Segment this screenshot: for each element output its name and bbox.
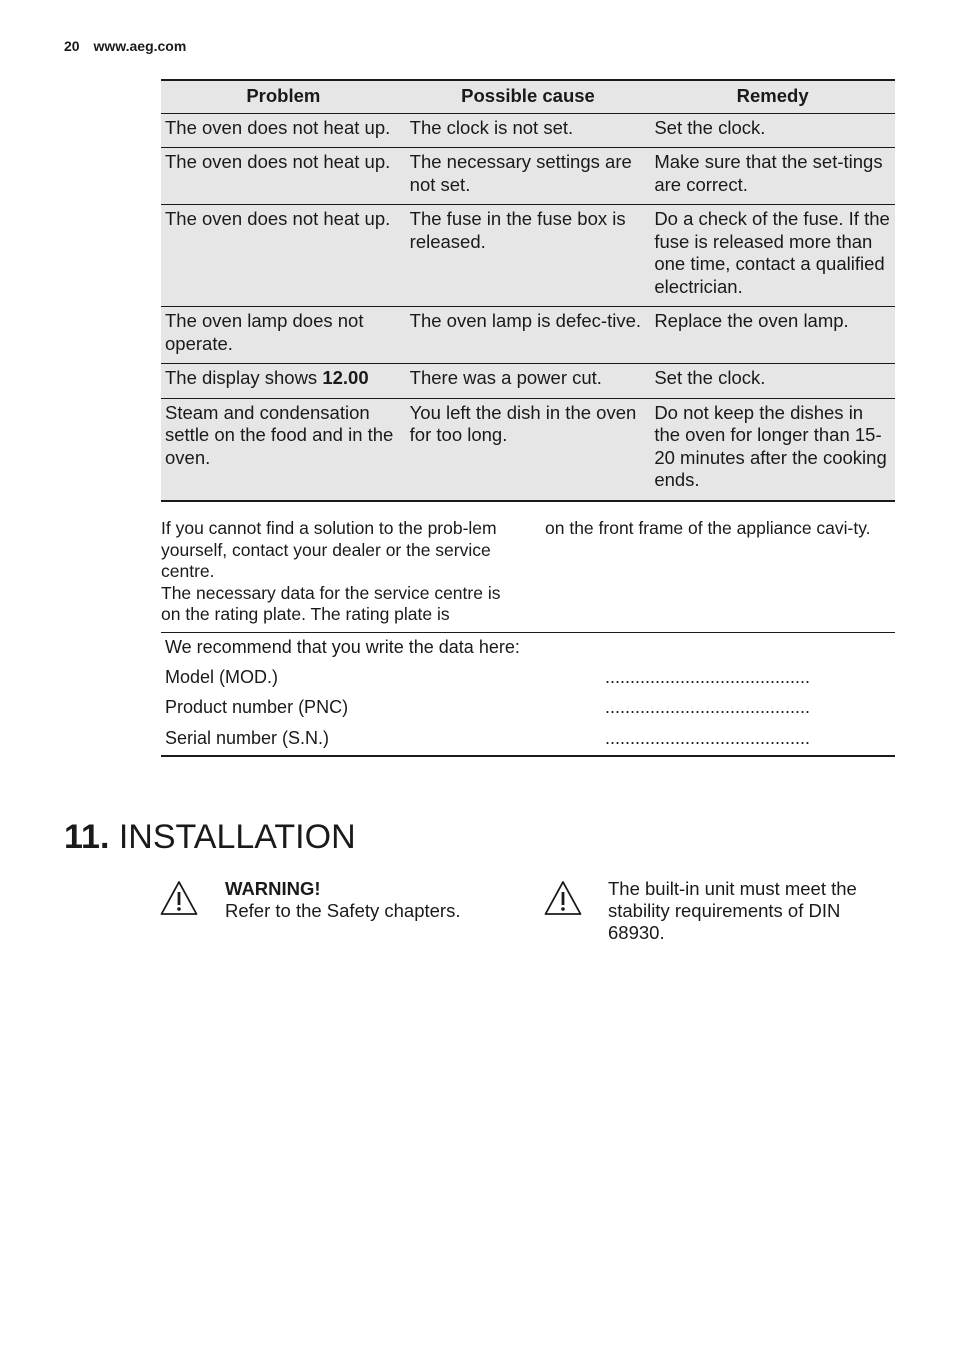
page-number: 20 — [64, 38, 80, 54]
service-note-paragraph: If you cannot find a solution to the prob-lem yourself, contact your dealer or the service centre. — [161, 518, 497, 581]
service-note-paragraph-2: The necessary data for the service centre is on the rating plate. The rating plate is — [161, 582, 501, 624]
table-row — [161, 113, 895, 148]
cause-cell: The clock is not set. — [406, 113, 651, 148]
problem-text: The display shows — [165, 367, 323, 388]
problem-cell: The oven does not heat up. — [161, 205, 406, 307]
column-header-cause: Possible cause — [406, 80, 651, 113]
record-row-pnc — [165, 697, 895, 718]
remedy-cell: Do not keep the dishes in the oven for longer than 15-20 minutes after the cooking ends. — [650, 398, 895, 501]
record-label: Model (MOD.) — [165, 667, 279, 687]
section-title: INSTALLATION — [118, 818, 356, 856]
service-note-left — [161, 518, 521, 626]
record-blank: ......................................... — [605, 728, 811, 748]
table-row — [161, 205, 895, 307]
record-blank: ......................................... — [605, 667, 811, 687]
problem-cell: Steam and condensation settle on the food and in the oven. — [161, 398, 406, 501]
warning-triangle-icon — [544, 880, 582, 916]
table-header-row — [161, 80, 895, 113]
warning-text: Refer to the Safety chapters. — [225, 900, 461, 921]
cause-cell: The fuse in the fuse box is released. — [406, 205, 651, 307]
page-header — [64, 38, 186, 54]
column-header-problem: Problem — [161, 80, 406, 113]
website-url: www.aeg.com — [93, 38, 187, 54]
column-header-remedy: Remedy — [650, 80, 895, 113]
remedy-cell: Make sure that the set-tings are correct. — [650, 148, 895, 205]
warning-title: WARNING! — [225, 878, 321, 899]
cause-cell: There was a power cut. — [406, 364, 651, 399]
cause-cell: The oven lamp is defec-tive. — [406, 307, 651, 364]
cause-cell: You left the dish in the oven for too long. — [406, 398, 651, 501]
problem-cell: The oven does not heat up. — [161, 113, 406, 148]
remedy-cell: Replace the oven lamp. — [650, 307, 895, 364]
service-note-right: on the front frame of the appliance cavi-ty. — [545, 518, 871, 538]
remedy-cell: Set the clock. — [650, 364, 895, 399]
table-row — [161, 148, 895, 205]
record-intro: We recommend that you write the data here: — [165, 637, 520, 657]
problem-cell — [161, 364, 406, 399]
display-value: 12.00 — [322, 367, 369, 388]
record-label: Serial number (S.N.) — [165, 728, 330, 748]
section-number: 11. — [64, 818, 110, 856]
warning-triangle-icon — [160, 880, 198, 916]
record-row-model — [165, 667, 895, 688]
record-row-serial — [165, 728, 895, 749]
problem-cell: The oven lamp does not operate. — [161, 307, 406, 364]
cause-cell: The necessary settings are not set. — [406, 148, 651, 205]
remedy-cell: Set the clock. — [650, 113, 895, 148]
table-row — [161, 307, 895, 364]
table-row — [161, 398, 895, 501]
record-blank: ......................................... — [605, 697, 811, 717]
record-label: Product number (PNC) — [165, 697, 349, 717]
remedy-cell: Do a check of the fuse. If the fuse is released more than one time, contact a qualified electrician. — [650, 205, 895, 307]
warning-block-left — [225, 878, 515, 922]
table-row — [161, 364, 895, 399]
data-record-box — [161, 632, 895, 757]
section-heading — [64, 818, 356, 857]
warning-block-right: The built-in unit must meet the stability requirements of DIN 68930. — [608, 878, 857, 943]
troubleshooting-table — [161, 79, 895, 502]
problem-cell: The oven does not heat up. — [161, 148, 406, 205]
